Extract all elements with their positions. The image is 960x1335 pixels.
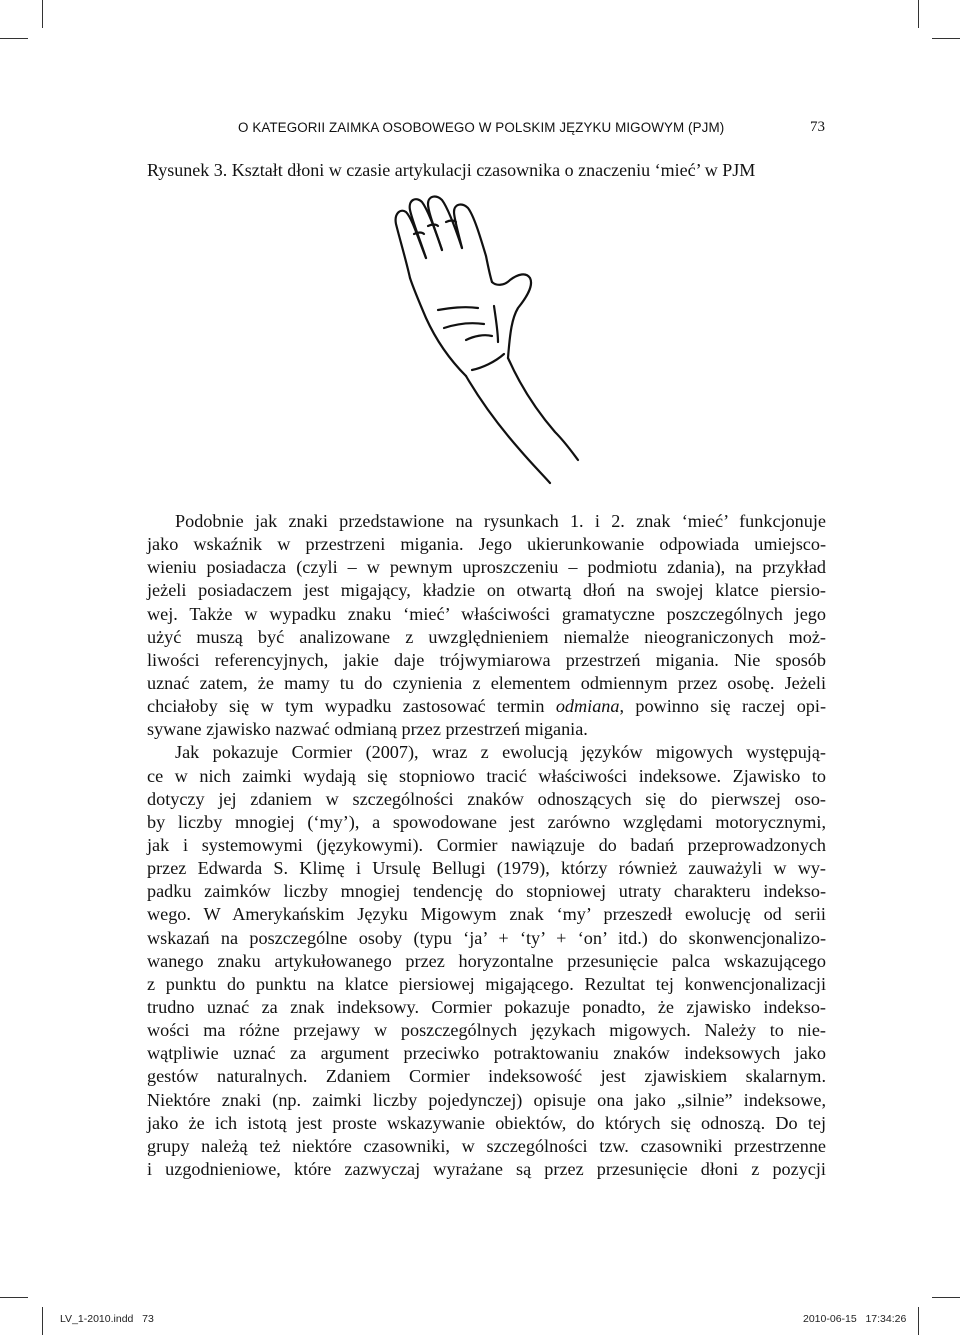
slug-datetime: 2010-06-15 17:34:26 <box>803 1313 907 1325</box>
crop-mark <box>918 0 919 28</box>
body-line: wskazań na poszczególne osoby (typu ‘ja’ + ‘ty’ + ‘on’ itd.) do skonwencjonalizo- <box>147 927 826 948</box>
crop-mark <box>918 1307 919 1335</box>
page-number: 73 <box>810 119 825 135</box>
body-text <box>147 510 826 1181</box>
body-line: uznać zatem, że mamy tu do czynienia z elementem odmiennym przez osobę. Jeżeli <box>147 672 826 693</box>
body-line: wego. W Amerykańskim Języku Migowym znak ‘my’ przeszedł ewolucję od serii <box>147 904 826 925</box>
term-emphasis: odmiana <box>555 696 620 717</box>
body-line: Niektóre znaki (np. zaimki liczby pojedynczej) opisuje ona jako „silnie” indeksowe, <box>147 1089 826 1110</box>
body-line: grupy należą też niektóre czasowniki, w szczególności tzw. czasowniki przestrzenne <box>147 1135 826 1156</box>
crop-mark <box>42 0 43 28</box>
body-line: jak i systemowymi (językowymi). Cormier nawiązuje do badań przeprowadzonych <box>147 834 826 855</box>
body-line: Jak pokazuje Cormier (2007), wraz z ewolucją języków migowych występują- <box>175 742 826 763</box>
body-line: użyć muszą być analizowane z uwzględnieniem niemalże nieograniczonych moż- <box>147 626 826 647</box>
slug-file-info: LV_1-2010.indd 73 <box>60 1313 154 1325</box>
body-line: ce w nich zaimki wydają się stopniowo tracić właściwości indeksowe. Zjawisko to <box>147 765 826 786</box>
body-line: chciałoby się w tym wypadku zastosować termin odmiana, powinno się raczej opi- <box>147 696 826 717</box>
body-line: padku zaimków liczby mnogiej tendencję do stopniowej utraty charakteru indekso- <box>147 881 826 902</box>
body-line: dotyczy jej zdaniem w szczególności znaków odnoszących się do pierwszej oso- <box>147 788 826 809</box>
body-line: jako wskaźnik w przestrzeni migania. Jego ukierunkowanie odpowiada umiejsco- <box>147 534 826 555</box>
running-header: O KATEGORII ZAIMKA OSOBOWEGO W POLSKIM JĘZYKU MIGOWYM (PJM) <box>238 120 725 135</box>
body-line: wątpliwie uznać za argument przeciwko potraktowaniu znaków indeksowych jako <box>147 1043 826 1064</box>
body-line: wej. Także w wypadku znaku ‘mieć’ właściwości gramatyczne poszczególnych jego <box>147 603 826 624</box>
crop-mark <box>932 1297 960 1298</box>
body-line: wanego znaku artykułowanego przez horyzontalne przesunięcie palca wskazującego <box>147 950 826 971</box>
body-line: wieniu posiadacza (czyli – w pewnym uproszczeniu – podmiotu zdania), na przykład <box>147 557 826 578</box>
crop-mark <box>932 38 960 39</box>
body-line: liwości referencyjnych, jakie daje trójwymiarowa przestrzeń migania. Nie sposób <box>147 649 826 670</box>
body-line: sywane zjawisko nazwać odmianą przez przestrzeń migania. <box>147 719 588 740</box>
body-line: jako że ich istotą jest proste wskazywanie obiektów, do których się odnoszą. Do tej <box>147 1112 826 1133</box>
figure-caption: Rysunek 3. Kształt dłoni w czasie artykulacji czasownika o znaczeniu ‘mieć’ w PJM <box>147 160 756 180</box>
body-line: przez Edwarda S. Klimę i Ursulę Bellugi (1979), którzy również zauważyli w wy- <box>147 858 826 879</box>
crop-mark <box>0 1297 28 1298</box>
body-line: jeżeli posiadaczem jest migający, kładzie on otwartą dłoń na swojej klatce piersio- <box>147 580 826 601</box>
body-line: gestów naturalnych. Zdaniem Cormier indeksowość jest zjawiskiem skalarnym. <box>147 1066 826 1087</box>
body-line: trudno uznać za znak indeksowy. Cormier pokazuje ponadto, że zjawisko indekso- <box>147 996 826 1017</box>
body-line: Podobnie jak znaki przedstawione na rysunkach 1. i 2. znak ‘mieć’ funkcjonuje <box>175 511 826 531</box>
body-line: i uzgodnieniowe, które zazwyczaj wyrażane są przez przesunięcie dłoni z pozycji <box>147 1158 826 1179</box>
body-line: by liczby mnogiej (‘my’), a spowodowane jest zarówno względami motorycznymi, <box>147 811 826 832</box>
open-hand-illustration <box>380 190 600 490</box>
crop-mark <box>42 1307 43 1335</box>
body-line: z punktu do punktu na klatce piersiowej migającego. Rezultat tej konwencjonalizacji <box>147 973 826 994</box>
crop-mark <box>0 38 28 39</box>
body-line: wości ma różne przejawy w poszczególnych językach migowych. Należy to nie- <box>147 1020 826 1041</box>
